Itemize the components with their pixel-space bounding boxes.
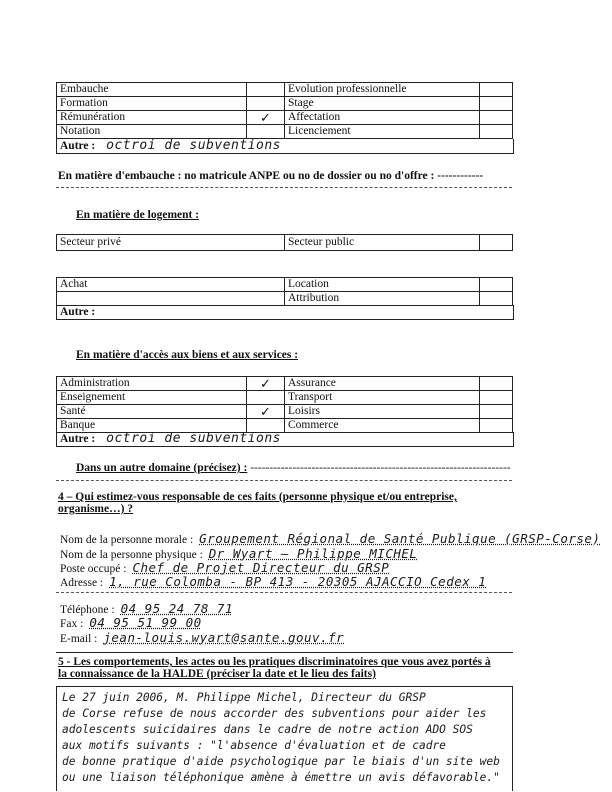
situation-row [57,125,513,139]
responsable-field [60,531,600,546]
situation-label: Embauche [57,83,247,97]
autre-row-2 [56,305,514,320]
field-label: Fax : [60,618,84,630]
situation-label: Affectation [285,111,480,125]
embauche-line: En matière d'embauche : no matricule ANPE ou no de dossier ou no d'offre : ------------ [58,170,484,182]
checkbox-mark: ✓ [247,377,285,391]
logement-row [57,292,513,306]
field-label: Téléphone : [60,604,115,616]
checkbox-mark [247,391,285,405]
biens-heading: En matière d'accès aux biens et aux services : [76,349,299,361]
field-label: Nom de la personne morale : [60,534,194,546]
autre-domaine-heading: Dans un autre domaine (précisez) : [76,462,248,474]
q5-heading: 5 - Les comportements, les actes ou les pratiques discriminatoires que vous avez portés à la connaissance de la HALDE (préciser la date et le lieu des faits) [58,656,491,680]
situation-label: Formation [57,97,247,111]
situation-table [56,82,513,139]
checkbox-mark [480,419,513,433]
field-value: 04 95 51 99 00 [89,615,202,630]
checkbox-mark [480,97,513,111]
biens-label: Loisirs [285,405,480,419]
responsable-field [60,560,389,575]
field-value: Dr Wyart – Philippe MICHEL [208,546,418,561]
checkbox-mark: ✓ [247,405,285,419]
checkbox-mark [247,125,285,139]
field-label: Poste occupé : [60,563,127,575]
biens-label: Assurance [285,377,480,391]
responsable-field [60,630,344,645]
narrative-line: de Corse refuse de nous accorder des subventions pour aider les [62,707,487,720]
logement-row [57,278,513,292]
field-value: Chef de Projet Directeur du GRSP [132,560,390,575]
cell-secteur-public: Secteur public [285,235,480,251]
biens-label: Administration [57,377,247,391]
responsable-field [60,615,202,630]
checkbox-mark [480,377,513,391]
checkbox-mark [480,292,513,306]
field-value: 04 95 24 78 71 [120,601,233,616]
biens-label: Transport [285,391,480,405]
autre-label: Autre : [60,140,96,152]
field-value: jean-louis.wyart@sante.gouv.fr [103,630,345,645]
biens-row [57,405,513,419]
field-value: 1, rue Colomba - BP 413 - 20305 AJACCIO Cedex 1 [109,574,487,589]
biens-label: Commerce [285,419,480,433]
narrative-line: adolescents suicidaires dans le cadre de notre action ADO SOS [62,723,473,736]
biens-label: Enseignement [57,391,247,405]
narrative-line: ou une liaison téléphonique amène à émettre un avis défavorable." [62,771,500,784]
situation-label: Notation [57,125,247,139]
cell-secteur-prive: Secteur privé [57,235,285,251]
checkbox-mark [480,391,513,405]
biens-label: Banque [57,419,247,433]
situation-label: Rémunération [57,111,247,125]
autre-label: Autre : [60,306,96,318]
field-label: Adresse : [60,577,104,589]
biens-table [56,376,513,433]
situation-label: Licenciement [285,125,480,139]
checkbox-mark [480,405,513,419]
checkbox-mark [480,125,513,139]
biens-label: Santé [57,405,247,419]
autre-value: octroi de subventions [106,431,281,446]
autre-label: Autre : [60,433,96,445]
situation-row [57,97,513,111]
situation-row [57,83,513,97]
logement-label: Achat [57,278,285,292]
autre-row-3 [56,432,514,447]
situation-label: Evolution professionnelle [285,83,480,97]
narrative-line: de bonne pratique d'aide psychologique par le biais d'un site web [62,755,500,768]
situation-row [57,111,513,125]
narrative-line: Le 27 juin 2006, M. Philippe Michel, Directeur du GRSP [62,691,426,704]
biens-row [57,391,513,405]
checkbox-mark [480,278,513,292]
autre-value: octroi de subventions [106,138,281,153]
field-label: E-mail : [60,633,98,645]
logement-table-2 [56,277,513,306]
biens-row [57,377,513,391]
responsable-field [60,546,417,561]
checkbox-mark [480,111,513,125]
autre-row-1 [56,139,514,154]
checkbox-mark [247,97,285,111]
logement-label: Attribution [285,292,480,306]
field-value: Groupement Régional de Santé Publique (GRSP-Corse) [199,531,601,546]
q4-heading: 4 – Qui estimez-vous responsable de ces faits (personne physique et/ou entreprise, organisme…) ? [58,491,457,515]
logement-table-1 [56,234,513,251]
situation-label: Stage [285,97,480,111]
narrative-line: aux motifs suivants : "l'absence d'évaluation et de cadre [62,739,446,752]
field-label: Nom de la personne physique : [60,549,203,561]
logement-heading: En matière de logement : [76,209,200,221]
responsable-field [60,601,233,616]
logement-label: Location [285,278,480,292]
checkbox-mark: ✓ [247,111,285,125]
logement-label [57,292,285,306]
checkbox-mark [480,83,513,97]
checkbox-mark [247,83,285,97]
responsable-field [60,574,486,589]
